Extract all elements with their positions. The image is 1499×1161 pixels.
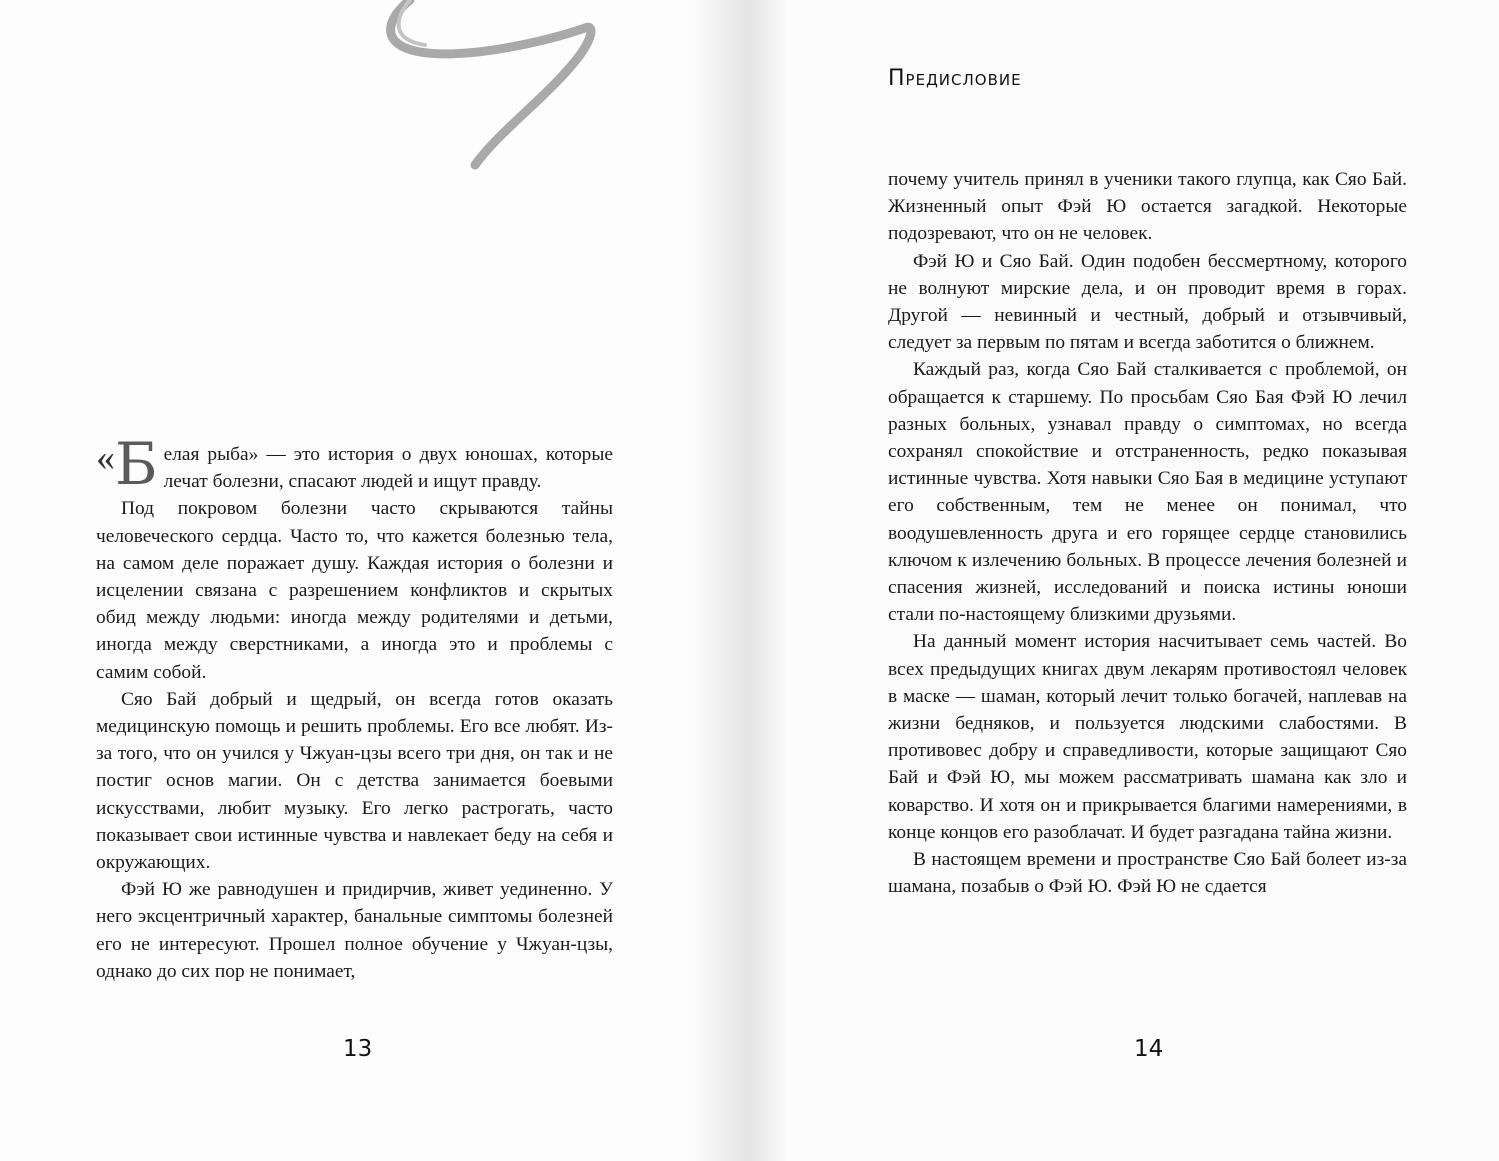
paragraph: В настоящем времени и пространстве Сяо Бай болеет из-за шамана, позабыв о Фэй Ю. Фэй Ю не сдается — [888, 849, 1407, 898]
gutter-shadow — [749, 0, 789, 1161]
paragraph: Сяо Бай добрый и щедрый, он всегда готов оказать медицинскую помощь и решить проблемы. Его все любят. Из-за того, что он учился у Чжуан-цзы всего три дня, он так и не постиг основ магии. Он с детства занимается боевыми искусствами, любит музыку. Его легко растрогать, часто показывает свои истинные чувства и навлекает беду на себя и окружающих. — [96, 688, 613, 874]
dropcap: «Б — [96, 430, 158, 498]
paragraph: Фэй Ю же равнодушен и придирчив, живет уединенно. У него эксцентричный характер, банальные симптомы болезней его не интересуют. Прошел полное обучение у Чжуан-цзы, однако до сих пор не понимает, — [96, 879, 613, 982]
paragraph: «Б елая рыба» — это история о двух юношах, которые лечат болезни, спасают людей и ищут правду. — [96, 430, 613, 498]
page-number-left: 13 — [343, 1036, 373, 1062]
chapter-title: Предисловие — [888, 66, 1022, 91]
paragraph: Каждый раз, когда Сяо Бай сталкивается с проблемой, он обращается к старшему. По просьбам Сяо Бая Фэй Ю лечил разных больных, узнавал правду о симптомах, но всегда сохранял спокойствие и отстраненность, редко показывая истинные чувства. Хотя навыки Сяо Бая в медицине уступают его собственным, тем не менее он понимал, что воодушевленность друга и его горящее сердце становились ключом к излечению больных. В процессе лечения болезней и спасения жизней, исследований и поиска истины юноши стали по-настоящему близкими друзьями. — [888, 359, 1407, 626]
gutter-shadow — [689, 0, 749, 1161]
paragraph: На данный момент история насчитывает семь частей. Во всех предыдущих книгах двум лекарям противостоял человек в маске — шаман, который лечит только богачей, наплевав на жизни бедняков, и пользуется людскими слабостями. В противовес добру и справедливости, которые защищают Сяо Бай и Фэй Ю, мы можем рассматривать шамана как зло и коварство. И хотя он и прикрывается благими намерениями, в конце концов его разоблачат. И будет разгадана тайна жизни. — [888, 631, 1407, 843]
paragraph: почему учитель принял в ученики такого глупца, как Сяо Бай. Жизненный опыт Фэй Ю остается загадкой. Некоторые подозревают, что он не человек. — [888, 169, 1407, 245]
right-page-text — [888, 166, 1407, 900]
paragraph: Фэй Ю и Сяо Бай. Один подобен бессмертному, которого не волнуют мирские дела, и он проводит время в горах. Другой — невинный и честный, добрый и отзывчивый, следует за первым по пятам и всегда заботится о ближнем. — [888, 250, 1407, 354]
left-page-text — [96, 430, 613, 985]
brush-swirl-ornament — [380, 0, 600, 170]
page-number-right: 14 — [1134, 1036, 1164, 1062]
paragraph: Под покровом болезни часто скрываются тайны человеческого сердца. Часто то, что кажется болезнью тела, на самом деле поражает душу. Каждая история о болезни и исцелении связана с разрешением конфликтов и скрытых обид между людьми: иногда между родителями и детьми, иногда между сверстниками, а иногда это и проблемы с самим собой. — [96, 498, 613, 683]
